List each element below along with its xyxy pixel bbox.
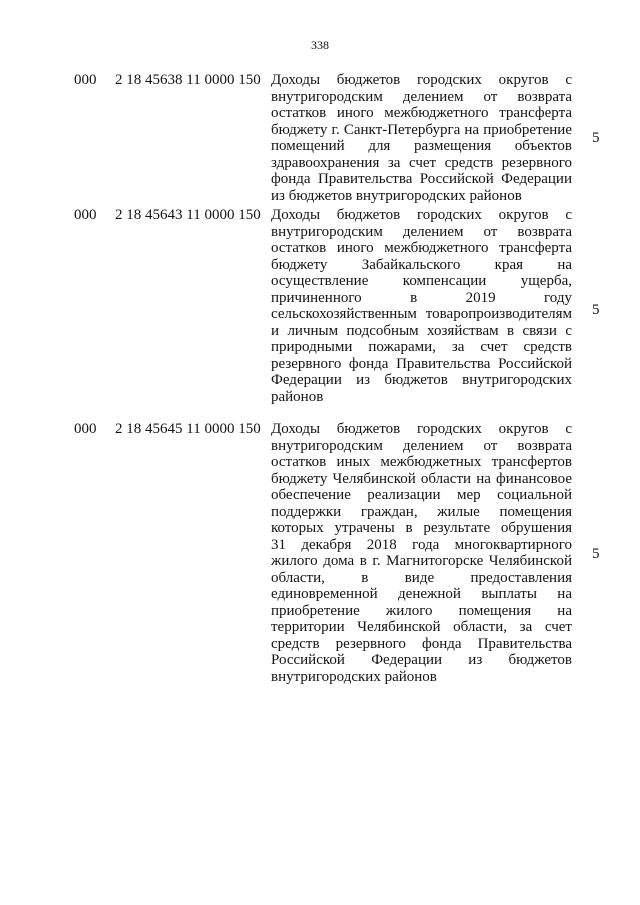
description-line: бюджету Челябинской области на финансовое [271,470,572,487]
admin-code: 000 [74,207,97,223]
revenue-description [271,72,572,204]
description-line: осуществление компенсации ущерба, [271,273,572,289]
admin-code: 000 [74,421,97,437]
revenue-description [271,207,572,405]
description-line: внутригородским делением от возврата [271,437,572,454]
description-line: Доходы бюджетов городских округов с [271,421,572,437]
admin-code: 000 [74,72,97,88]
description-line: территории Челябинской области, за счет [271,619,572,635]
description-line: здравоохранения за счет средств резервного [271,154,572,171]
description-line: и личным подсобным хозяйствам в связи с [271,322,572,339]
description-line: внутригородских районов [271,668,437,685]
description-line: внутригородским делением от возврата [271,223,572,240]
description-line: резервного фонда Правительства Российской [271,355,572,372]
revenue-description [271,421,572,685]
description-line: внутригородским делением от возврата [271,88,572,105]
description-line: единовременной денежной выплаты на [271,586,572,602]
description-line: которых утрачены в результате обрушения [271,520,572,536]
description-line: бюджету г. Санкт-Петербурга на приобретение [271,121,572,138]
page-number: 338 [311,38,329,52]
kbk-code: 2 18 45643 11 0000 150 [115,207,261,223]
norm-value: 5 [592,546,600,562]
description-line: Доходы бюджетов городских округов с [271,72,572,88]
description-line: средств резервного фонда Правительства [271,635,572,652]
description-line: обеспечение реализации мер социальной [271,487,572,503]
description-line: остатков иных межбюджетных трансфертов [271,454,572,470]
kbk-code: 2 18 45645 11 0000 150 [115,421,261,437]
description-line: 31 декабря 2018 года многоквартирного [271,536,572,553]
description-line: остатков иного межбюджетного трансферта [271,240,572,256]
description-line: Федерации из бюджетов внутригородских [271,372,572,388]
norm-value: 5 [592,130,600,146]
description-line: помещений для размещения объектов [271,138,572,154]
description-line: приобретение жилого помещения на [271,602,572,619]
norm-value: 5 [592,302,600,318]
description-line: фонда Правительства Российской Федерации [271,171,572,187]
description-line: области, в виде предоставления [271,569,572,586]
description-line: жилого дома в г. Магнитогорске Челябинской [271,553,572,569]
description-line: поддержки граждан, жилые помещения [271,503,572,520]
description-line: районов [271,388,324,405]
description-line: природными пожарами, за счет средств [271,339,572,355]
description-line: бюджету Забайкальского края на [271,256,572,273]
description-line: Российской Федерации из бюджетов [271,652,572,668]
description-line: Доходы бюджетов городских округов с [271,207,572,223]
kbk-code: 2 18 45638 11 0000 150 [115,72,261,88]
description-line: сельскохозяйственным товаропроизводителям [271,306,572,322]
description-line: причиненного в 2019 году [271,289,572,306]
description-line: из бюджетов внутригородских районов [271,187,522,204]
description-line: остатков иного межбюджетного трансферта [271,105,572,121]
